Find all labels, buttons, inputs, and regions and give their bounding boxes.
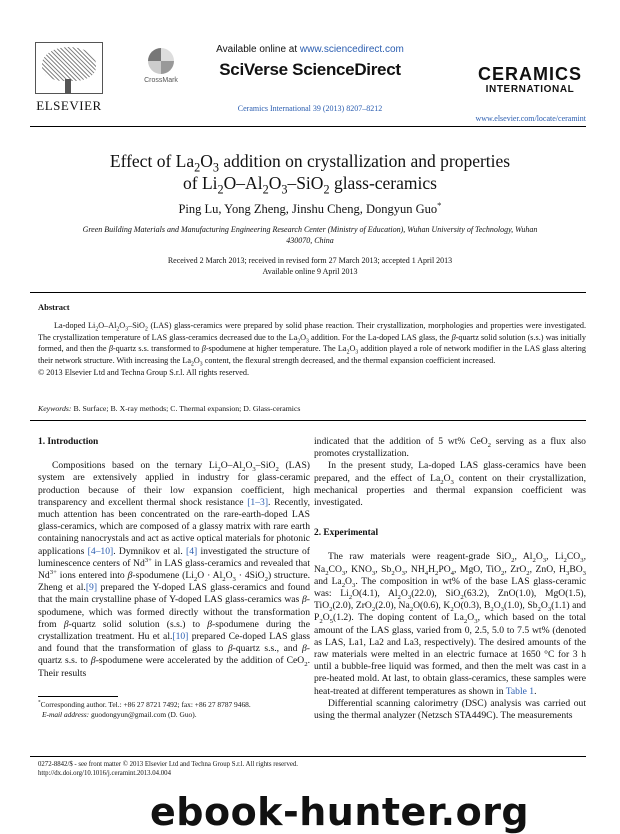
abstract-text: La-doped $Li_2O-Al_2O_3-SiO_2$ (LAS) glass-ceramics were prepared by solid phase reaction. Their crystallization, morphologies and properties were investigated. The crystallization temperature of LAS glass-ceramics decreased due to the $La_2O_3$ addition. For the La-doped LAS glass, the β-quartz solid solution (s.s.) was initially formed, and then the β-quartz s.s. transformed to β-spodumene at higher temperature. The $La_2O_3$ addition played a role of network modifier in the LAS glass altering their network structure. With increasing the $La_2O_3$ content, the flexural strength decreased, and the thermal expansion coefficient increased. xyxy=(38,321,586,368)
journal-url[interactable]: www.elsevier.com/locate/ceramint xyxy=(475,114,586,123)
available-online-date: Available online 9 April 2013 xyxy=(262,267,358,276)
corresponding-author-footnote xyxy=(38,700,328,720)
intro-paragraph-2: indicated that the addition of 5 wt% CeO$_2$ serving as a flux also promotes crystallization. xyxy=(314,436,586,460)
publisher-name: ELSEVIER xyxy=(36,98,102,113)
footnote-email[interactable]: E-mail address: guodongyun@gmail.com (D. Guo). xyxy=(42,710,197,719)
intro-paragraph-3: In the present study, La-doped LAS glass-ceramics have been prepared, and the effect of $La_2O_3$ content on their crystallization, mechanical properties and thermal expansion coefficient was investigated. xyxy=(314,460,586,509)
footer-divider xyxy=(30,756,586,757)
article-title: Effect of $La_2O_3$ addition on crystallization and properties of $Li_2O-Al_2O_3-SiO_2$ glass-ceramics xyxy=(109,151,511,197)
section-heading-introduction: 1. Introduction xyxy=(38,437,99,447)
crossmark-label: CrossMark xyxy=(144,77,178,84)
keywords xyxy=(38,404,586,413)
crossmark-badge[interactable] xyxy=(136,48,186,98)
section-heading-experimental: 2. Experimental xyxy=(314,528,379,539)
available-online xyxy=(210,44,410,55)
left-column xyxy=(38,436,310,680)
intro-paragraph-1: Compositions based on the ternary $Li_2O-Al_2O_3-SiO_2$ (LAS) system are extensively applied in industry for glass-ceramic production because of their low expansion coefficient, high transparency and excellent thermal shock resistance [1–3]. Recently, much attention has been concentrated on the rare-earth-doped LAS glass-ceramics, which are composed of a glassy matrix with rare earth containing nanocrystals and act as active optical materials for photonic applications [4–10]. Dymnikov et al. [4] investigated the structure of luminescence centers of $Nd^{3+}$ in LAS glass-ceramics and revealed that $Nd^{3+}$ ions entered into β-spodumene $(Li_2O \cdot Al_2O_3 \cdot 4SiO_2)$ structure. Zheng et al.[9] prepared the Y-doped LAS glass-ceramics and found that the main crystalline phase of Y-doped LAS glass-ceramics was β-spodumene, which was formed directly without the transformation from β-quartz solid solution (s.s.) to β-spodumene during the crystallization treatment. Hu et al.[10] prepared Ce-doped LAS glass and found that the transformation of glass to β-quartz s.s., and β-quartz s.s. to β-spodumene were accelerated by the addition of CeO$_2$. Their results xyxy=(38,460,311,679)
header-divider xyxy=(30,126,586,127)
journal-reference[interactable]: Ceramics International 39 (2013) 8207–8212 xyxy=(237,104,383,113)
keywords-label: Keywords: xyxy=(38,404,72,413)
received-dates: Received 2 March 2013; received in revised form 27 March 2013; accepted 1 April 2013 xyxy=(167,256,453,265)
crossmark-icon xyxy=(148,48,174,74)
copyright-line: © 2013 Elsevier Ltd and Techna Group S.r.l. All rights reserved. xyxy=(38,367,250,377)
affiliation: Green Building Materials and Manufacturing Engineering Research Center (Ministry of Education), Wuhan University of Technology, Wuhan 430070, China xyxy=(82,225,538,245)
footnote-contact: *Corresponding author. Tel.: +86 27 8721 7492; fax: +86 27 8787 9468. xyxy=(38,699,251,709)
elsevier-logo xyxy=(30,42,108,122)
available-prefix: Available online at xyxy=(216,44,298,55)
experimental-paragraph-2: Differential scanning calorimetry (DSC) analysis was carried out using the thermal analyzer (Netzsch STA449C). The measurements xyxy=(314,697,586,722)
journal-logo-line2: INTERNATIONAL xyxy=(485,84,575,95)
experimental-paragraph-1: The raw materials were reagent-grade SiO$_2$, $Al_2O_3$, $Li_2CO_3$, $Na_2CO_3$, $KNO_3$, $Sb_2O_3$, $NH_4H_2PO_4$, MgO, TiO$_2$, ZrO$_2$, ZnO, $H_3BO_3$ and $La_2O_3$. The composition in wt% of the base LAS glass-ceramic was: $Li_2O(4.1)$, $Al_2O_3(22.0)$, SiO$_2$(63.2), ZnO(1.0), MgO(1.5), TiO$_2$(2.0), ZrO$_2$(2.0), $Na_2O(0.6)$, $K_2O(0.3)$, $B_2O_3(1.0)$, $Sb_2O_3(1.1)$ and $P_2O_5(1.2)$. The doping content of $La_2O_3$, which based on the total amount of the LAS glass, varied from 0, 2.5, 5.0 to 7.5 wt% (denoted as LAS, La1, La2 and La3, respectively). The desired amounts of the raw materials were melted in an electric furnace at 1650 °C for 3 h until a bubble-free liquid was formed, and then the melt was cast in a pre-heated mold. At last, to obtain glass-ceramics, these samples were heat-treated at different temperatures as shown in Table 1. xyxy=(314,551,587,697)
journal-logo-line1: CERAMICS xyxy=(477,64,582,84)
platform-name: SciVerse ScienceDirect xyxy=(219,60,401,79)
footnote-divider xyxy=(38,696,118,697)
sciencedirect-link[interactable]: www.sciencedirect.com xyxy=(299,44,404,55)
right-column xyxy=(314,436,586,722)
doi-link[interactable]: http://dx.doi.org/10.1016/j.ceramint.2013.04.004 xyxy=(38,770,171,777)
abstract-bottom-divider xyxy=(30,420,586,421)
journal-logo xyxy=(470,64,590,95)
article-dates xyxy=(80,255,540,277)
front-matter-line: 0272-8842/$ - see front matter © 2013 Elsevier Ltd and Techna Group S.r.l. All rights reserved. xyxy=(38,761,298,768)
elsevier-tree-icon xyxy=(35,42,103,94)
abstract-body xyxy=(38,320,586,379)
footer-meta xyxy=(38,760,418,778)
watermark: ebook-hunter.org xyxy=(150,790,530,834)
abstract-top-divider xyxy=(30,292,586,293)
abstract-heading: Abstract xyxy=(38,302,70,312)
author-list: Ping Lu, Yong Zheng, Jinshu Cheng, Dongyun Guo* xyxy=(178,199,442,216)
keywords-list: B. Surface; B. X-ray methods; C. Thermal expansion; D. Glass-ceramics xyxy=(73,404,301,413)
